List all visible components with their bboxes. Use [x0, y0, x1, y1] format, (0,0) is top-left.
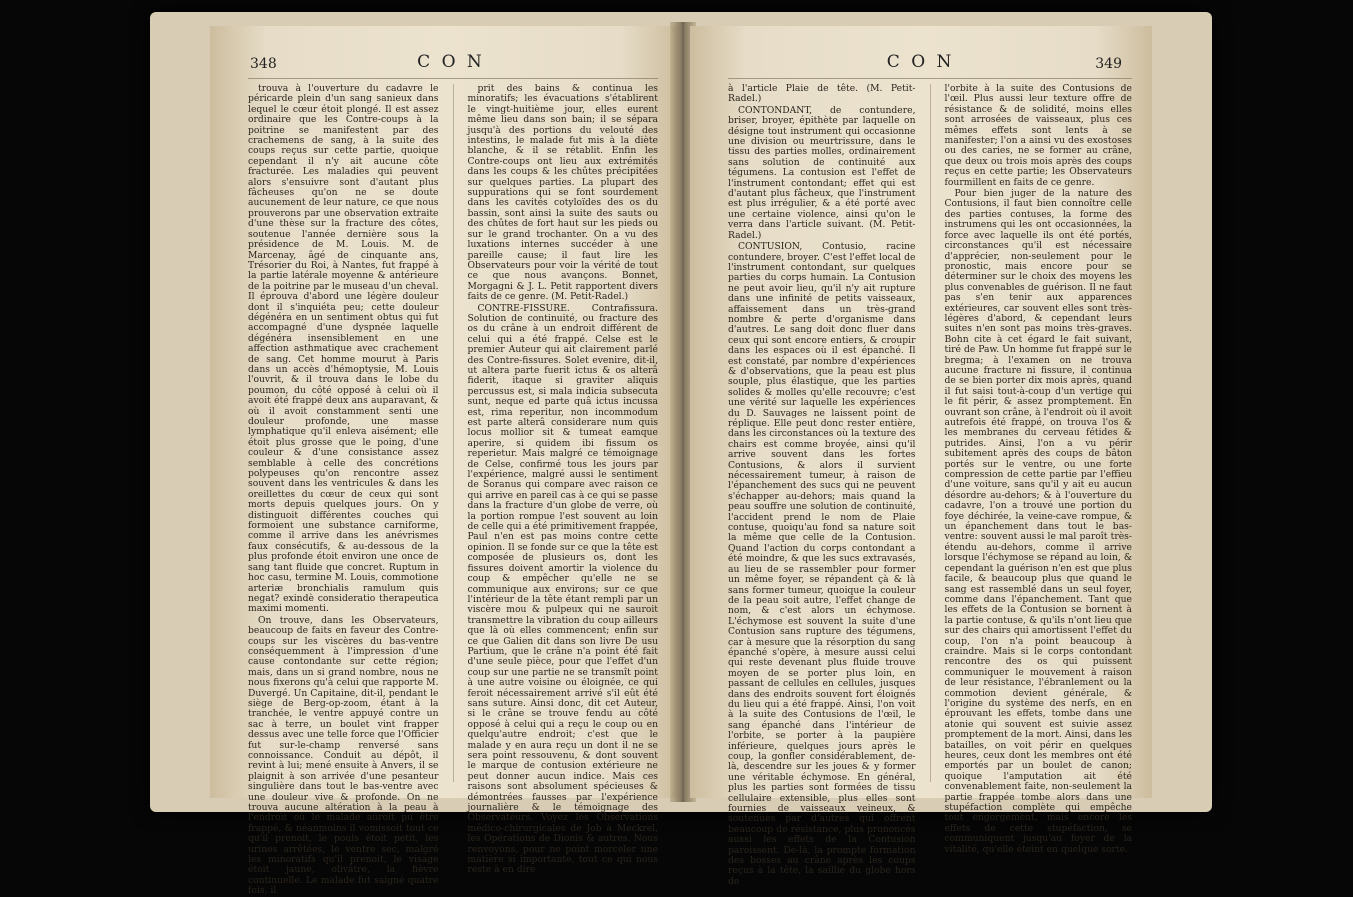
- left-header-title: C O N: [417, 52, 485, 72]
- right-running-head: [730, 52, 1122, 78]
- right-header-rule: [728, 78, 1132, 79]
- paragraph: prit des bains & continua les minoratifs; les évacuations s'établirent le vingt-huitième jour, elles eurent même lieu dans son bain; il se sépara jusqu'à des portions du velouté des intestins, le malade fut mis à la diète blanche, & il se rétablit. Enfin les Contre-coups ont lieu aux extrémités dans les coups & les chûtes précipitées sur quelques parties. La plupart des suppurations qui se font sourdement dans les cavités cotyloïdes des os du bassin, sont ainsi la suite des sauts ou des chûtes de fort haut sur les pieds ou sur le grand trochanter. On a vu des luxations internes succéder à une pareille cause; il faut lire les Observateurs pour voir la vérité de tout ce que nous avançons. Bonnet, Morgagni & J. L. Petit rapportent divers faits de ce genre. (M. Petit-Radel.): [467, 83, 658, 303]
- paragraph: trouva à l'ouverture du cadavre le péricarde plein d'un sang sanieux dans lequel le cœur étoit plongé. Il est assez ordinaire que les Contre-coups à la poitrine se manifestent par des crachemens de sang, à la suite des coups reçus sur cette partie, quoique cependant il n'y ait aucune côte fracturée. Les maladies qui peuvent alors s'ensuivre sont d'autant plus fâcheuses qu'on ne se doute aucunement de leur nature, ce que nous prouverons par une observation extraite d'une thèse sur la fracture des côtes, soutenue l'année dernière sous la présidence de M. Louis. M. de Marcenay, âgé de cinquante ans, Trésorier du Roi, à Nantes, fut frappé à la partie latérale moyenne & antérieure de la poitrine par le museau d'un cheval. Il éprouva d'abord une légère douleur dont il s'inquiéta peu; cette douleur dégénéra en un sentiment obtus qui fut accompagné d'une dyspnée laquelle dégénéra insensiblement en une affection asthmatique avec crachement de sang. Cet homme mourut à Paris dans un accès d'hémoptysie, M. Louis l'ouvrit, & il trouva dans le lobe du poumon, du côté opposé à celui où il avoit été frappé deux ans auparavant, & où il avoit constamment senti une douleur profonde, une masse lymphatique qu'il enleva aisément; elle étoit plus grosse que le poing, d'une couleur & d'une consistance assez semblable à celle des concrétions polypeuses qu'on rencontre assez souvent dans les ventricules & dans les oreillettes du cœur de ceux qui sont morts depuis quelques jours. On y distinguoit différentes couches qui formoient une substance carniforme, comme il arrive dans les anévrismes faux consécutifs, & au-dessous de la plus profonde étoit environ une once de sang tant fluide que concret. Ruptum in hoc casu, termine M. Louis, commotione arteriæ bronchialis ramulum quis negat? exindè consideratio therapeutica maximi momenti.: [248, 83, 439, 615]
- paragraph: l'orbite à la suite des Contusions de l'œil. Plus aussi leur texture offre de résistance & de solidité, moins elles sont arrosées de vaisseaux, plus ces mêmes effets sont lents à se manifester; l'on a ainsi vu des exostoses ou des caries, ne se former au crâne, que deux ou trois mois après des coups reçus en cette partie; les Observateurs fourmillent en faits de ce genre.: [944, 83, 1132, 188]
- left-columns: [248, 83, 658, 897]
- paragraph: CONTUSION, Contusio, racine contundere, broyer. C'est l'effet local de l'instrument contondant, sur quelques parties du corps humain. La Contusion ne peut avoir lieu, qu'il n'y ait rupture dans une infinité de petits vaisseaux, affaissement dans un très-grand nombre & perte d'organisme dans d'autres. Le sang doit donc fluer dans ceux qui sont encore entiers, & croupir dans les espaces où il est épanché. Il est constaté, par nombre d'expériences & d'observations, que la peau est plus souple, plus élastique, que les parties solides & molles qu'elle recouvre; c'est une vérité sur laquelle les expériences du D. Sauvages ne laissent point de réplique. Elle peut donc rester entière, dans les circonstances où la texture des chairs est comme broyée, ainsi qu'il arrive souvent dans les fortes Contusions, & alors il survient nécessairement tumeur, à raison de l'épanchement des sucs qui ne peuvent s'échapper au-dehors; mais quand la peau souffre une solution de continuité, l'accident prend le nom de Plaie contuse, quoiqu'au fond sa nature soit la même que celle de la Contusion. Quand l'action du corps contondant a été moindre, & que les sucs extravasés, au lieu de se rassembler pour former un même foyer, se répandent çà & là sans former tumeur, quoique la couleur de la peau soit autre, l'effet change de nom, & c'est alors un échymose. L'échymose est souvent la suite d'une Contusion sans rupture des tégumens, car à mesure que la résorption du sang épanché s'opère, à mesure aussi celui qui reste devenant plus fluide trouve moyen de se porter plus loin, en passant de cellules en cellules, jusques dans des endroits souvent fort éloignés du lieu qui a été frappé. Ainsi, l'on voit à la suite des Contusions de l'œil, le sang épanché dans l'intérieur de l'orbite, se porter à la paupière inférieure, quelques jours après le coup, la gonfler considérablement, de-là, descendre sur les joues & y former une véritable échymose. En général, plus les parties sont formées de tissu cellulaire extensible, plus elles sont fournies de vaisseaux veineux, & soutenues par d'autres qui offrent beaucoup de résistance, plus prononcés aussi les effets de la Contusion paroissent. De-là, la prompte formation des bosses au crâne après les coups reçus à la tête, la saillie du globe hors de: [728, 241, 916, 887]
- paragraph: CONTRE-FISSURE. Contrafissura. Solution de continuité, ou fracture des os du crâne à un endroit différent de celui qui a été frappé. Celse est le premier Auteur qui ait clairement parlé des Contre-fissures. Solet evenire, dit-il, ut altera parte fuerit ictus & os alterâ fiderit, itaque si graviter aliquis percussus est, si mala indicia subsecuta sunt, neque ed parte quâ ictus incussa est, rima reperitur, non incommodum est parte alterâ considerare num quis locus mollior sit & tumeat eamque aperire, si quidem ibi fissum os reperietur. Mais malgré ce témoignage de Celse, confirmé tous les jours par l'expérience, malgré aussi le sentiment de Soranus qui compare avec raison ce qui arrive en pareil cas à ce qui se passe dans la fracture d'un globe de verre, où la portion rompue l'est souvent au loin de celle qui a été primitivement frappée, Paul n'en est pas moins contre cette opinion. Il se fonde sur ce que la tête est composée de plusieurs os, dont les fissures doivent amortir la violence du coup & empêcher qu'elle ne se communique aux environs; sur ce que l'intérieur de la tête étant rempli par un viscère mou & pulpeux qui ne sauroit transmettre la vibration du coup ailleurs que là où elles commencent; enfin sur ce que Galien dit dans son livre De usu Partium, que le crâne n'a point été fait d'une seule pièce, pour que l'effet d'un coup sur une partie ne se transmît point à une autre voisine ou éloignée, ce qui feroit nécessairement arrivé s'il eût été sans suture. Ainsi donc, dit cet Auteur, si le crâne se trouve fendu au côté opposé à celui qui a reçu le coup ou en quelqu'autre endroit; c'est que le malade y en aura reçu un dont il ne se sera point ressouvenu, & dont souvent le marque de contusion extérieure ne peut donner aucun indice. Mais ces raisons sont absolument spécieuses & démontrées fausses par l'expérience journalière & le témoignage des Observateurs. Voyez les Observations médico-chirurgicales de Job à Meckrel, les Opérations de Dionis & autres. Nous renvoyons, pour ne point morceler une matière si importante, tout ce qui nous reste à en dire: [467, 302, 658, 876]
- right-columns: [728, 83, 1132, 887]
- column-divider: [453, 84, 454, 782]
- left-header-rule: [248, 78, 658, 79]
- paragraph: CONTONDANT, de contundere, briser, broyer, épithète par laquelle on désigne tout instrument qui occasionne une division ou meurtrissure, dans le tissu des parties molles, ordinairement sans solution de continuité aux tégumens. La contusion est l'effet de l'instrument contondant; effet qui est d'autant plus fâcheux, que l'instrument est plus irrégulier, & a été porté avec une certaine violence, ainsi qu'on le verra dans l'article suivant. (M. Petit-Radel.): [728, 104, 916, 241]
- column-divider: [930, 84, 931, 782]
- paragraph: à l'article Plaie de tête. (M. Petit-Radel.): [728, 83, 916, 105]
- right-page-number: 349: [1095, 56, 1122, 72]
- left-running-head: [250, 52, 648, 78]
- right-column-1: [728, 83, 916, 887]
- left-page: [210, 26, 678, 897]
- right-column-2: [944, 83, 1133, 855]
- open-book: [150, 12, 1212, 897]
- right-page: [690, 26, 1152, 887]
- left-column-1: [248, 83, 439, 897]
- right-header-title: C O N: [886, 52, 955, 72]
- left-column-2: [467, 83, 659, 876]
- paragraph: Pour bien juger de la nature des Contusions, il faut bien connoître celle des parties contuses, la forme des instrumens qui les ont occasionnées, la force avec laquelle ils ont été portés, circonstances qu'il est nécessaire d'apprécier, non-seulement pour le pronostic, mais encore pour se déterminer sur le choix des moyens les plus convenables de guérison. Il ne faut pas s'en tenir aux apparences extérieures, car souvent elles sont très-légères d'abord, & cependant leurs suites n'en sont pas moins très-graves. Bohn cite à cet égard le fait suivant, tiré de Paw. Un homme fut frappé sur le bregma; à l'examen on ne trouva aucune fracture ni fissure, il continua de se bien porter dix mois après, quand il fut saisi tout-à-coup d'un vertige qui le fit périr, & assez promptement. En ouvrant son crâne, à l'endroit où il avoit autrefois été frappé, on trouva l'os & les membranes du cerveau fétides & putrides. Ainsi, l'on a vu périr subitement après des coups de bâton portés sur le ventre, ou une forte compression de cette partie par l'effieu d'une voiture, sans qu'il y ait eu aucun désordre au-dehors; & à l'ouverture du cadavre, l'on a trouvé une portion du foye déchirée, la veine-cave rompue, & un épanchement dans tout le bas-ventre: souvent aussi le mal paroît très-étendu au-dehors, comme il arrive lorsque l'échymose se répand au loin, & cependant la guérison n'en est que plus facile, & beaucoup plus que quand le sang est rassemblé dans un seul foyer, comme dans l'épanchement. Tant que les effets de la Contusion se bornent à la partie contuse, & qu'ils n'ont lieu que sur des chairs qui amortissent l'effet du coup, l'on n'a point beaucoup à craindre. Mais si le corps contondant rencontre des os qui puissent communiquer le mouvement à raison de leur résistance, l'ébranlement ou la commotion devient générale, & l'origine du système des nerfs, en en éprouvant les effets, tombe dans une atonie qui souvent est suivie assez promptement de la mort. Ainsi, dans les batailles, on voit périr en quelques heures, ceux dont les membres ont été emportés par un boulet de canon; quoique l'amputation ait été convenablement faite, non-seulement la partie frappée tombe alors dans une stupéfaction complète qui empêche tout engorgement, mais encore les effets de cette stupéfaction, se communiquent jusqu'au foyer de la vitalité, qu'elle éteint en quelque sorte.: [944, 188, 1132, 855]
- left-page-number: 348: [250, 56, 277, 72]
- paragraph: On trouve, dans les Observateurs, beaucoup de faits en faveur des Contre-coups sur les viscères du bas-ventre conséquemment à l'impression d'une cause contondante sur cette région; mais, dans un si grand nombre, nous ne nous fixerons qu'à celui que rapporte M. Duvergé. Un Capitaine, dit-il, pendant le siège de Berg-op-zoom, étant à la tranchée, le ventre appuyé contre un sac à terre, un boulet vint frapper dessus avec une telle force que l'Officier fut sur-le-champ renversé sans connoissance. Conduit au dépôt, il revint à lui; mené ensuite à Anvers, il se plaignit à son arrivée d'une pesanteur singulière dans tout le bas-ventre avec une douleur vive & profonde. On ne trouva aucune altération à la peau à l'endroit où le malade auroit pu être frappé, & néanmoins il vomissoit tout ce qu'il prenoit, le pouls étoit petit, les urines arrêtées, le ventre sec, malgré les minoratifs qu'il prenoit, le visage étoit jaune, olivâtre, la fièvre continuelle. Le malade fut saigné quatre fois, il: [248, 614, 439, 897]
